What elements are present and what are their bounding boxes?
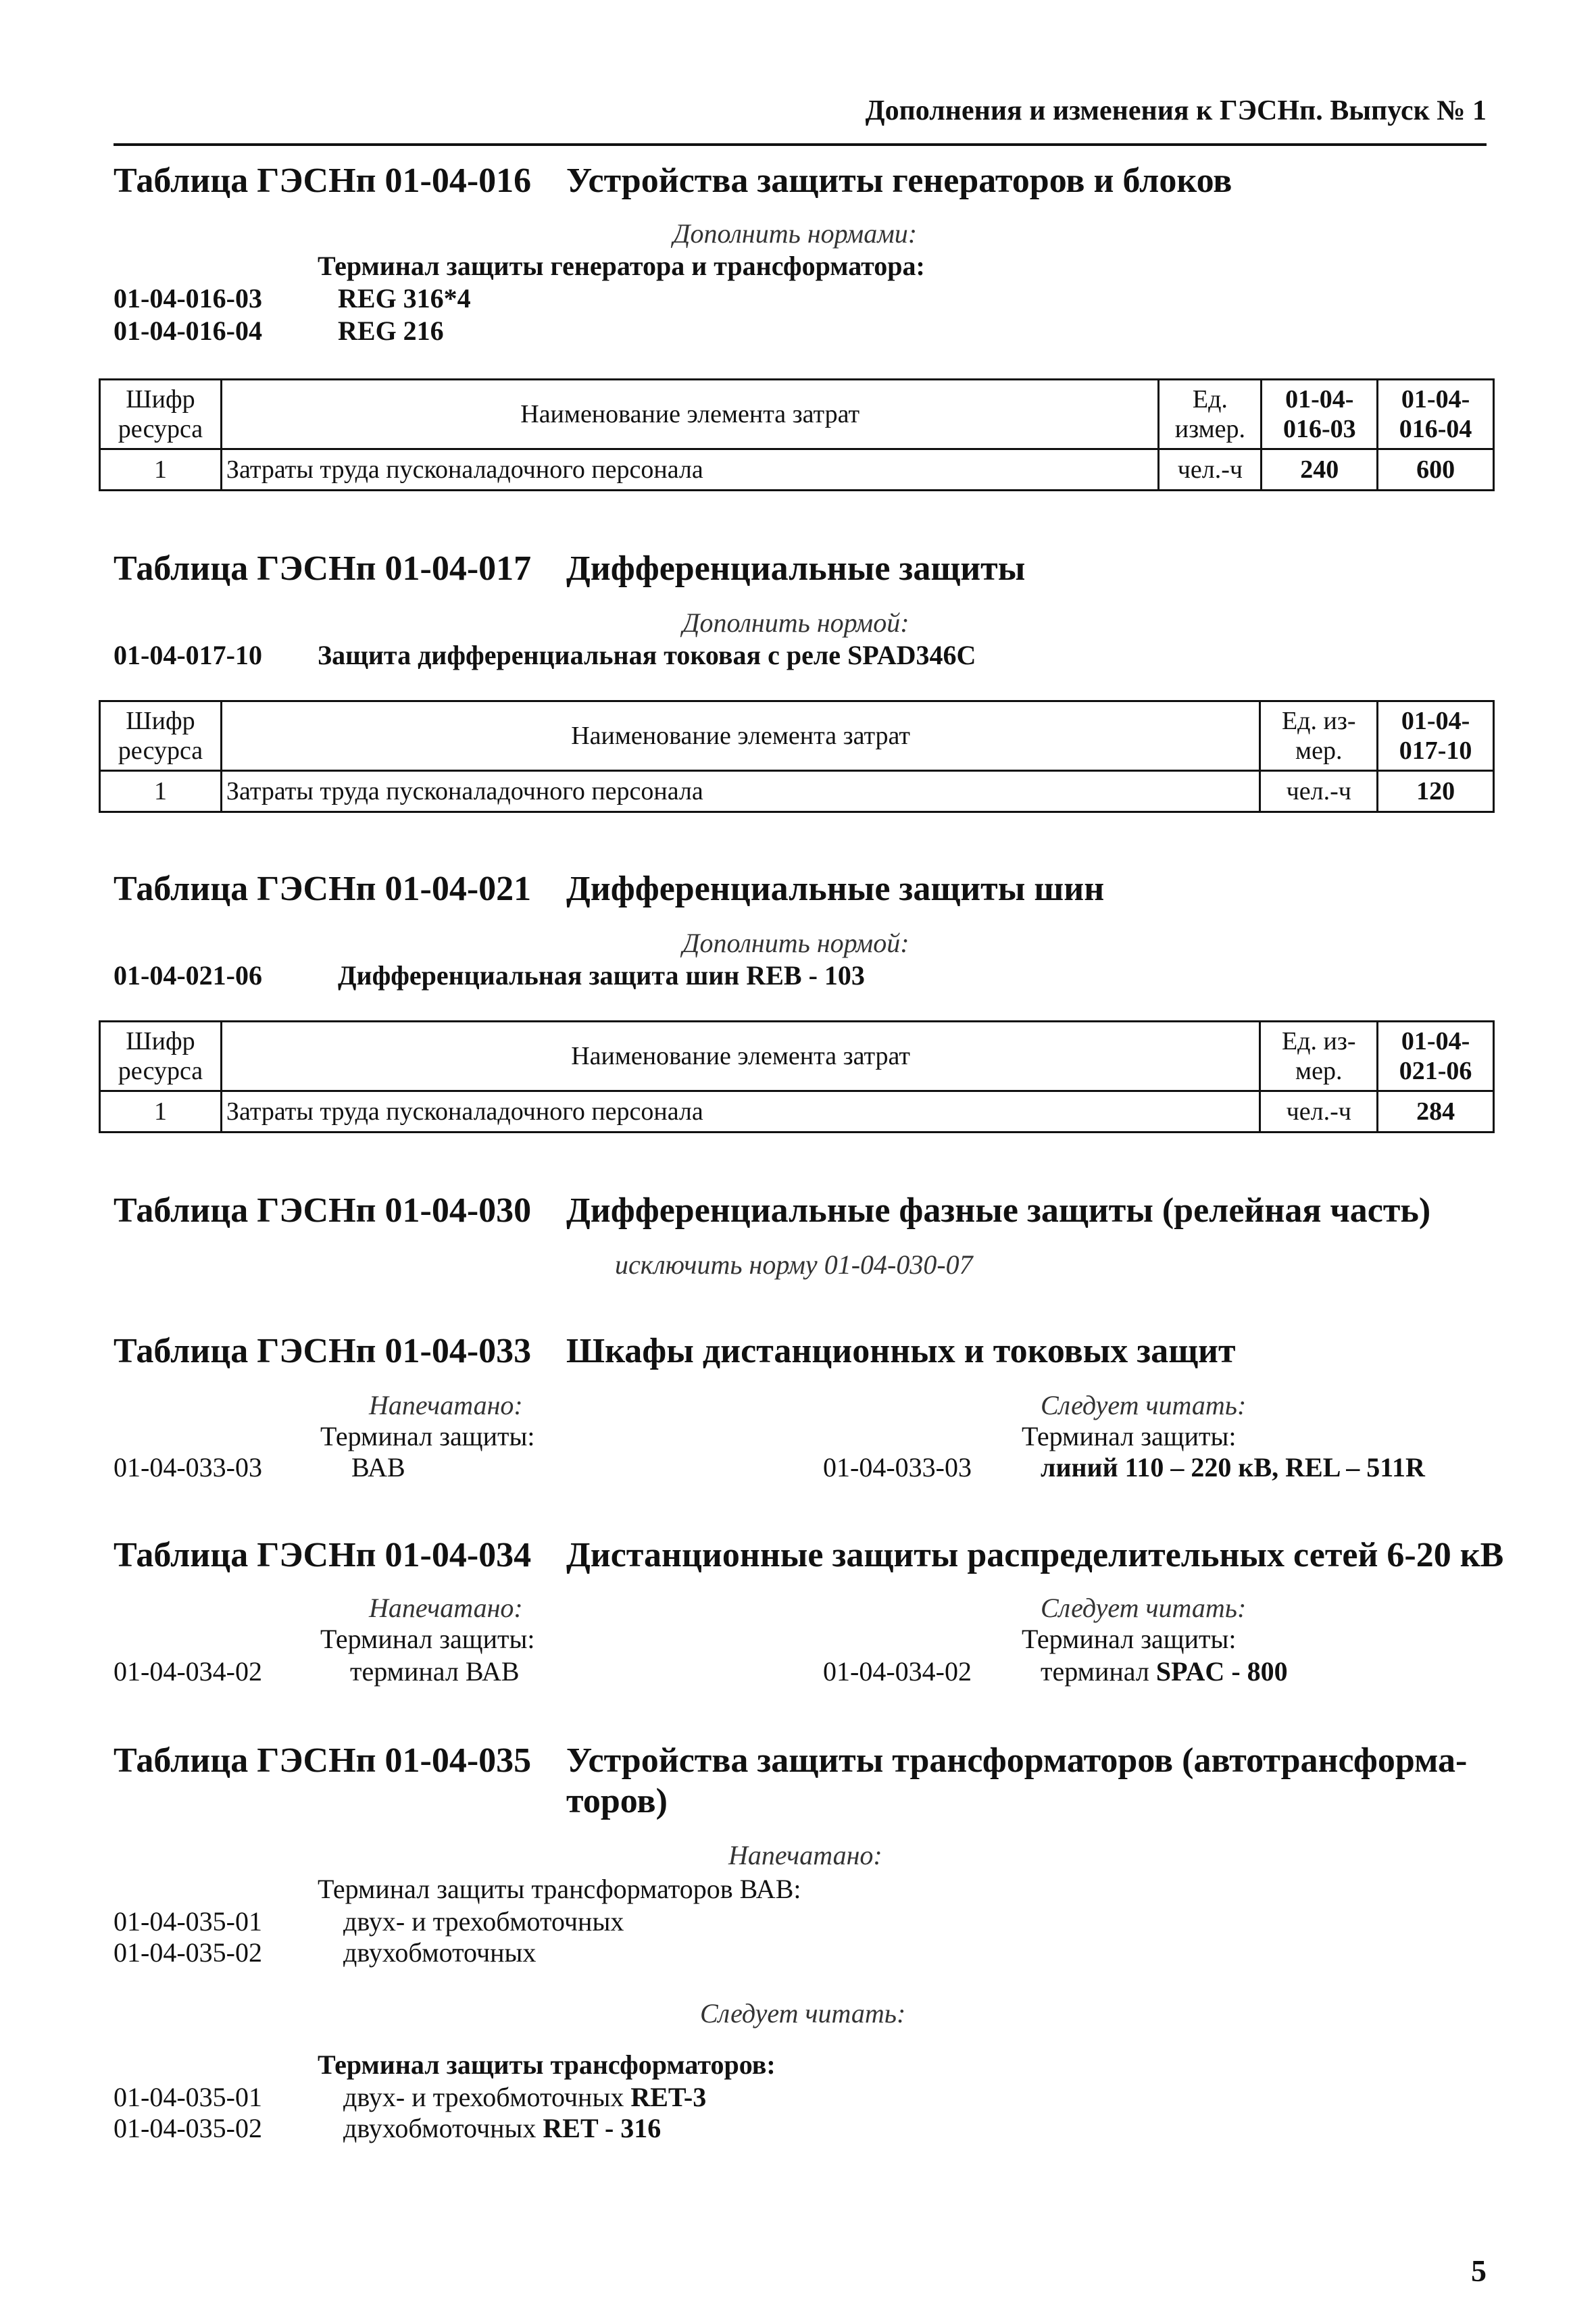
- read-group: Терминал защиты:: [1022, 1421, 1237, 1451]
- cell-code: 1: [100, 449, 222, 491]
- page-number: 5: [1471, 2254, 1487, 2288]
- table-034-code: Таблица ГЭСНп 01-04-034: [114, 1536, 532, 1574]
- header-unit: Ед. из- мер.: [1260, 701, 1378, 771]
- header-norm-col: 01-04- 016-04: [1378, 380, 1494, 449]
- printed-label: Напечатано:: [728, 1840, 882, 1870]
- table-021-note: Дополнить нормой:: [682, 928, 909, 958]
- read-value-prefix: терминал: [1041, 1656, 1149, 1687]
- cell-value: 240: [1262, 449, 1378, 491]
- table-035-title-line1: Устройства защиты трансформаторов (автотрансформа-: [566, 1741, 1468, 1780]
- norm-code: 01-04-017-10: [114, 640, 262, 670]
- norm-name: Дифференциальная защита шин REB - 103: [338, 960, 865, 991]
- header-name: Наименование элемента затрат: [221, 701, 1260, 771]
- table-034-title: Дистанционные защиты распределительных сетей 6-20 кВ: [566, 1536, 1504, 1574]
- header-code: Шифр ресурса: [100, 1022, 222, 1091]
- printed-code: 01-04-035-02: [114, 1937, 262, 1968]
- table-016-code: Таблица ГЭСНп 01-04-016: [114, 161, 532, 200]
- printed-group: Терминал защиты трансформаторов ВАВ:: [318, 1874, 801, 1904]
- table-033-code: Таблица ГЭСНп 01-04-033: [114, 1332, 532, 1370]
- cell-name: Затраты труда пусконаладочного персонала: [221, 1091, 1260, 1132]
- printed-value: терминал ВАВ: [350, 1656, 520, 1687]
- read-group: Терминал защиты:: [1022, 1624, 1237, 1654]
- printed-code: 01-04-033-03: [114, 1452, 262, 1483]
- printed-group: Терминал защиты:: [320, 1421, 535, 1451]
- read-name-model: RET-3: [630, 2082, 707, 2112]
- read-name-text: двух- и трехобмоточных: [343, 2082, 624, 2112]
- read-label: Следует читать:: [1041, 1390, 1247, 1420]
- norm-name: Защита дифференциальная токовая с реле SPAD346C: [318, 640, 976, 670]
- cost-table-017: [99, 700, 1495, 813]
- cell-unit: чел.-ч: [1260, 771, 1378, 812]
- norm-code: 01-04-021-06: [114, 960, 262, 991]
- cell-value: 120: [1378, 771, 1494, 812]
- read-name: [343, 2112, 661, 2144]
- printed-group: Терминал защиты:: [320, 1624, 535, 1654]
- cost-table-021: [99, 1020, 1495, 1133]
- printed-label: Напечатано:: [369, 1390, 523, 1420]
- cell-unit: чел.-ч: [1159, 449, 1262, 491]
- table-035-title-line2: торов): [566, 1782, 668, 1820]
- table-033-title: Шкафы дистанционных и токовых защит: [566, 1332, 1236, 1370]
- cell-code: 1: [100, 1091, 222, 1132]
- read-value: линий 110 – 220 кВ, REL – 511R: [1041, 1452, 1425, 1483]
- cell-code: 1: [100, 771, 222, 812]
- read-value: [1041, 1656, 1288, 1687]
- norm-name: REG 216: [338, 316, 444, 346]
- document-header: Дополнения и изменения к ГЭСНп. Выпуск № 1: [865, 95, 1487, 126]
- table-021-code: Таблица ГЭСНп 01-04-021: [114, 870, 532, 908]
- printed-name: двухобмоточных: [343, 1937, 537, 1968]
- header-code: Шифр ресурса: [100, 701, 222, 771]
- cell-value: 284: [1378, 1091, 1494, 1132]
- norm-name: REG 316*4: [338, 283, 471, 314]
- read-code: 01-04-035-01: [114, 2082, 262, 2112]
- header-divider: [114, 143, 1487, 146]
- table-017-code: Таблица ГЭСНп 01-04-017: [114, 549, 532, 588]
- table-016-group: Терминал защиты генератора и трансформатора:: [318, 251, 925, 281]
- read-value-model: SPAC - 800: [1155, 1656, 1288, 1687]
- table-035-code: Таблица ГЭСНп 01-04-035: [114, 1741, 532, 1780]
- table-017-title: Дифференциальные защиты: [566, 549, 1026, 588]
- read-code: 01-04-034-02: [823, 1656, 972, 1687]
- printed-name: двух- и трехобмоточных: [343, 1906, 624, 1937]
- read-name-model: RET - 316: [543, 2113, 662, 2143]
- read-code: 01-04-035-02: [114, 2113, 262, 2143]
- printed-value: ВАВ: [351, 1452, 405, 1483]
- table-030-code: Таблица ГЭСНп 01-04-030: [114, 1191, 532, 1230]
- read-label: Следует читать:: [700, 1998, 906, 2028]
- header-unit: Ед. из- мер.: [1260, 1022, 1378, 1091]
- cost-table-016: [99, 378, 1495, 491]
- printed-code: 01-04-035-01: [114, 1906, 262, 1937]
- norm-code: 01-04-016-03: [114, 283, 262, 314]
- table-017-note: Дополнить нормой:: [682, 607, 909, 638]
- header-norm-col: 01-04- 016-03: [1262, 380, 1378, 449]
- read-label: Следует читать:: [1041, 1593, 1247, 1623]
- cell-value: 600: [1378, 449, 1494, 491]
- table-021-title: Дифференциальные защиты шин: [566, 870, 1105, 908]
- printed-code: 01-04-034-02: [114, 1656, 262, 1687]
- header-name: Наименование элемента затрат: [221, 1022, 1260, 1091]
- table-016-note: Дополнить нормами:: [673, 218, 918, 249]
- cell-name: Затраты труда пусконаладочного персонала: [221, 449, 1159, 491]
- printed-label: Напечатано:: [369, 1593, 523, 1623]
- read-group: Терминал защиты трансформаторов:: [318, 2049, 776, 2080]
- header-norm-col: 01-04- 021-06: [1378, 1022, 1494, 1091]
- cell-name: Затраты труда пусконаладочного персонала: [221, 771, 1260, 812]
- header-norm-col: 01-04- 017-10: [1378, 701, 1494, 771]
- read-name-text: двухобмоточных: [343, 2113, 537, 2143]
- norm-code: 01-04-016-04: [114, 316, 262, 346]
- table-016-title: Устройства защиты генераторов и блоков: [566, 161, 1232, 200]
- read-code: 01-04-033-03: [823, 1452, 972, 1483]
- header-code: Шифр ресурса: [100, 380, 222, 449]
- cell-unit: чел.-ч: [1260, 1091, 1378, 1132]
- header-name: Наименование элемента затрат: [221, 380, 1159, 449]
- read-name: [343, 2081, 706, 2113]
- table-030-title: Дифференциальные фазные защиты (релейная часть): [566, 1191, 1431, 1230]
- header-unit: Ед. измер.: [1159, 380, 1262, 449]
- table-030-note: исключить норму 01-04-030-07: [615, 1249, 973, 1280]
